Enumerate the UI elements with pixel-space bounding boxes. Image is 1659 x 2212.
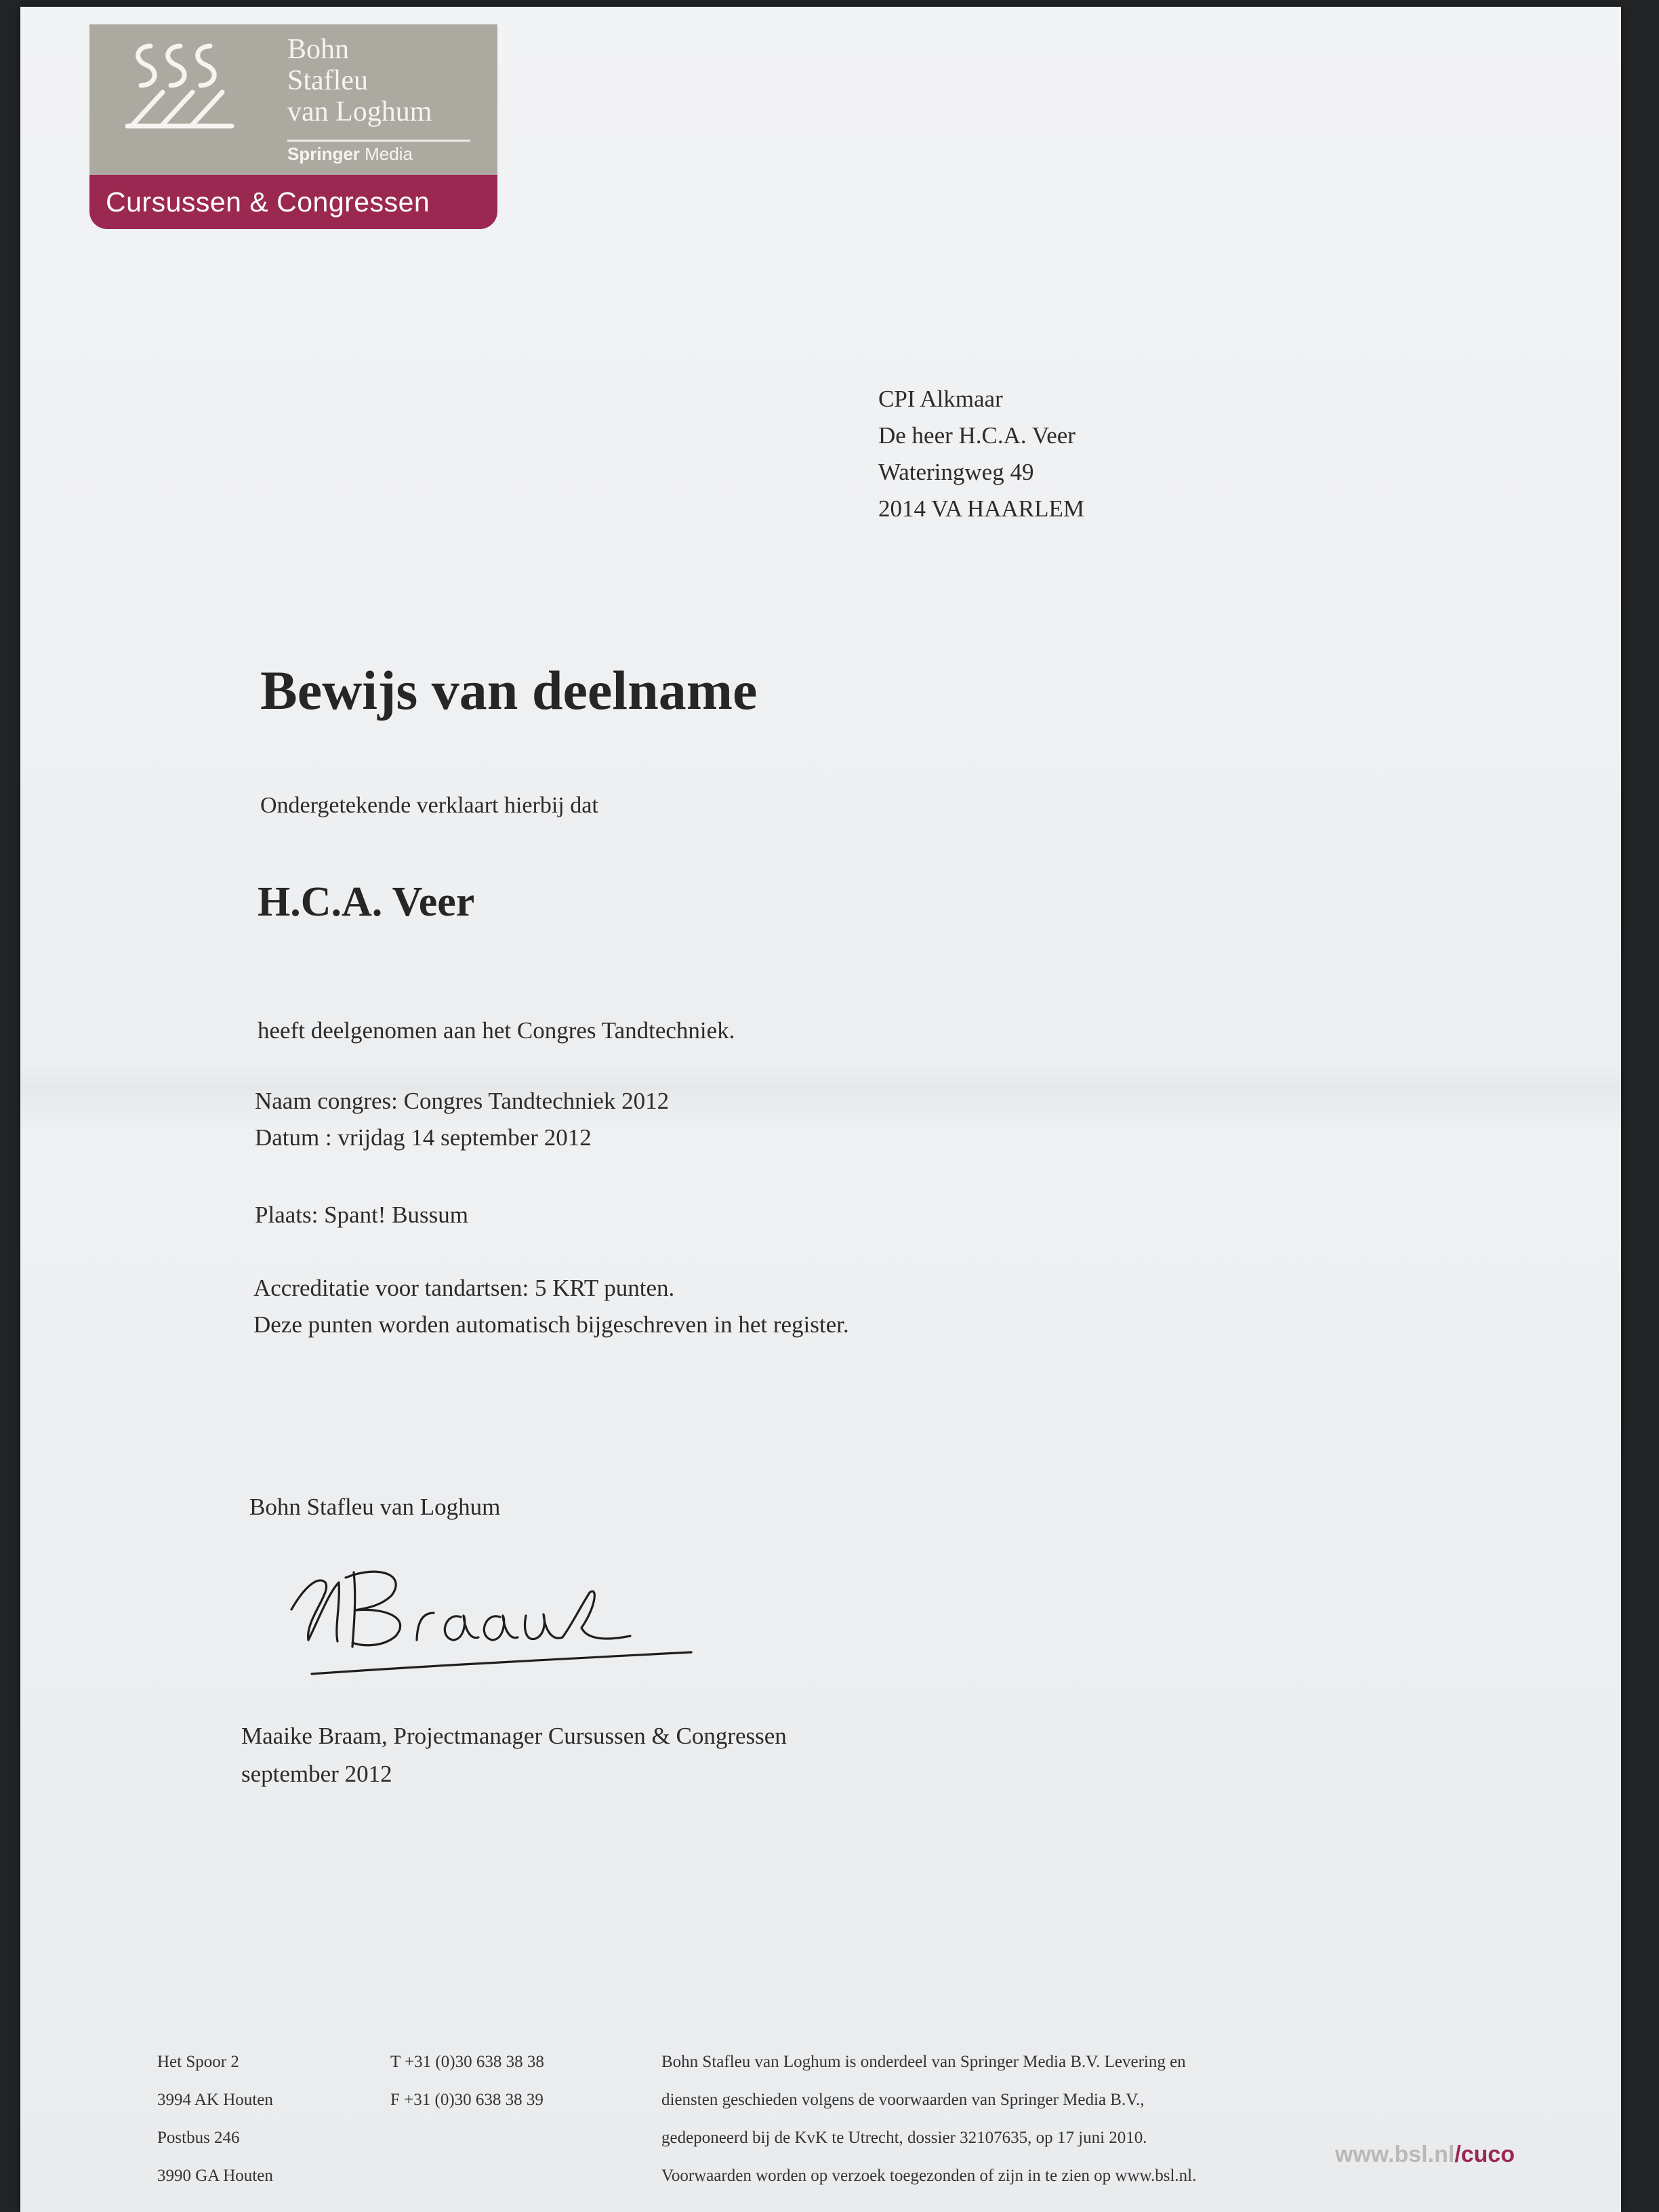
- recipient-address: [878, 381, 1084, 527]
- accreditation-line: Accreditatie voor tandartsen: 5 KRT punten.: [253, 1275, 675, 1301]
- participation-text: [258, 1012, 735, 1049]
- accreditation: [253, 1270, 849, 1343]
- footer-line: F +31 (0)30 638 38 39: [390, 2091, 544, 2109]
- logo-band: Cursussen & Congressen: [89, 175, 497, 229]
- event-name-line: Naam congres: Congres Tandtechniek 2012: [255, 1088, 670, 1114]
- logo-name: [287, 34, 432, 127]
- handwritten-signature: [278, 1545, 718, 1694]
- footer-web-link: [1335, 2142, 1515, 2168]
- address-line: CPI Alkmaar: [878, 386, 1003, 412]
- footer-line: Bohn Stafleu van Loghum is onderdeel van Springer Media B.V. Levering en: [661, 2053, 1186, 2071]
- logo-subtitle-rest: Media: [359, 144, 413, 164]
- issuing-organization: Bohn Stafleu van Loghum: [249, 1494, 501, 1520]
- location-line: Plaats: Spant! Bussum: [255, 1202, 469, 1228]
- participant-name: H.C.A. Veer: [258, 879, 475, 925]
- signer-block: [241, 1717, 787, 1793]
- footer-line: Voorwaarden worden op verzoek toegezonden of zijn in te zien op www.bsl.nl.: [661, 2167, 1197, 2185]
- logo-name-line: Bohn: [287, 34, 350, 65]
- footer-address: [157, 2043, 273, 2195]
- footer-line: T +31 (0)30 638 38 38: [390, 2053, 544, 2071]
- address-line: De heer H.C.A. Veer: [878, 422, 1076, 449]
- bsl-logo-icon: [123, 37, 239, 138]
- publisher-logo: [89, 24, 497, 175]
- footer-phone: [390, 2043, 544, 2119]
- intro-text: Ondergetekende verklaart hierbij dat: [260, 793, 598, 818]
- footer-legal: [661, 2043, 1196, 2195]
- signer-name: Maaike Braam, Projectmanager Cursussen & Congressen: [241, 1723, 787, 1749]
- footer-line: diensten geschieden volgens de voorwaarden van Springer Media B.V.,: [661, 2091, 1145, 2109]
- footer-line: 3990 GA Houten: [157, 2167, 273, 2185]
- accreditation-line: Deze punten worden automatisch bijgeschreven in het register.: [253, 1311, 849, 1338]
- logo-name-line: Stafleu: [287, 65, 368, 96]
- event-date-line: Datum : vrijdag 14 september 2012: [255, 1124, 592, 1151]
- footer-line: gedeponeerd bij de KvK te Utrecht, dossier 32107635, op 17 juni 2010.: [661, 2129, 1147, 2147]
- footer-line: 3994 AK Houten: [157, 2091, 273, 2109]
- address-line: 2014 VA HAARLEM: [878, 495, 1085, 522]
- footer-line: Postbus 246: [157, 2129, 240, 2147]
- signature-date: september 2012: [241, 1761, 392, 1787]
- document-title: Bewijs van deelname: [260, 659, 758, 721]
- logo-divider: [287, 140, 470, 142]
- logo-name-line: van Loghum: [287, 96, 432, 127]
- certificate-page: [20, 7, 1621, 2212]
- event-location: [255, 1197, 468, 1233]
- address-line: Wateringweg 49: [878, 459, 1034, 485]
- logo-subtitle: [287, 144, 413, 165]
- footer-line: Het Spoor 2: [157, 2053, 239, 2071]
- web-path: /cuco: [1454, 2142, 1515, 2167]
- event-details: [255, 1083, 669, 1156]
- body-line: heeft deelgenomen aan het Congres Tandtechniek.: [258, 1017, 735, 1044]
- logo-subtitle-bold: Springer: [287, 144, 360, 164]
- web-domain: www.bsl.nl: [1335, 2142, 1455, 2167]
